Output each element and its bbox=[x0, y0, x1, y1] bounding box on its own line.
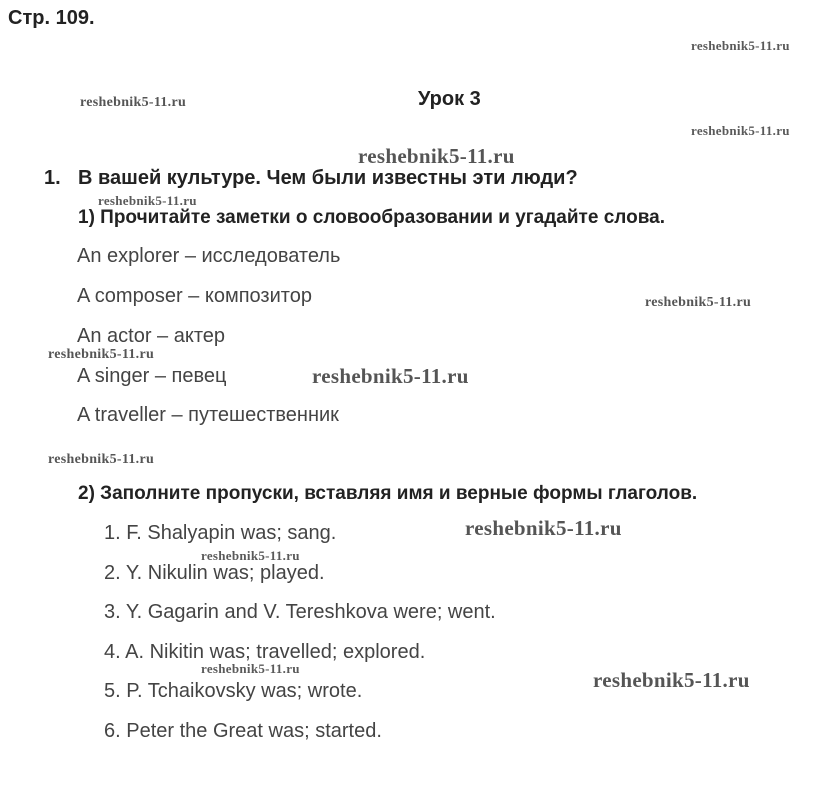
task1-item: A composer – композитор bbox=[77, 285, 312, 307]
task2-item: 4. A. Nikitin was; travelled; explored. bbox=[104, 641, 426, 663]
task1-item: An explorer – исследователь bbox=[77, 245, 341, 267]
exercise-number: 1. bbox=[44, 167, 61, 189]
watermark: reshebnik5-11.ru bbox=[358, 144, 515, 168]
watermark: reshebnik5-11.ru bbox=[312, 364, 469, 388]
watermark: reshebnik5-11.ru bbox=[691, 38, 790, 53]
watermark: reshebnik5-11.ru bbox=[593, 668, 750, 692]
task1-item: A traveller – путешественник bbox=[77, 404, 339, 426]
watermark: reshebnik5-11.ru bbox=[98, 193, 197, 208]
page-number: Стр. 109. bbox=[8, 7, 95, 29]
watermark: reshebnik5-11.ru bbox=[48, 347, 155, 362]
task1-item: An actor – актер bbox=[77, 325, 225, 347]
task1-title: 1) Прочитайте заметки о словообразовании и угадайте слова. bbox=[78, 207, 665, 228]
watermark: reshebnik5-11.ru bbox=[201, 548, 300, 563]
task2-item: 6. Peter the Great was; started. bbox=[104, 720, 382, 742]
task2-item: 2. Y. Nikulin was; played. bbox=[104, 562, 325, 584]
task2-item: 3. Y. Gagarin and V. Tereshkova were; went. bbox=[104, 601, 496, 623]
watermark: reshebnik5-11.ru bbox=[80, 95, 187, 110]
task1-item: A singer – певец bbox=[77, 365, 227, 387]
exercise-title: В вашей культуре. Чем были известны эти люди? bbox=[78, 167, 578, 189]
watermark: reshebnik5-11.ru bbox=[201, 661, 300, 676]
task2-item: 1. F. Shalyapin was; sang. bbox=[104, 522, 337, 544]
watermark: reshebnik5-11.ru bbox=[691, 123, 790, 138]
task2-title: 2) Заполните пропуски, вставляя имя и верные формы глаголов. bbox=[78, 483, 698, 504]
watermark: reshebnik5-11.ru bbox=[645, 295, 752, 310]
task2-item: 5. P. Tchaikovsky was; wrote. bbox=[104, 680, 363, 702]
watermark: reshebnik5-11.ru bbox=[48, 452, 155, 467]
lesson-title: Урок 3 bbox=[418, 88, 481, 110]
watermark: reshebnik5-11.ru bbox=[465, 516, 622, 540]
